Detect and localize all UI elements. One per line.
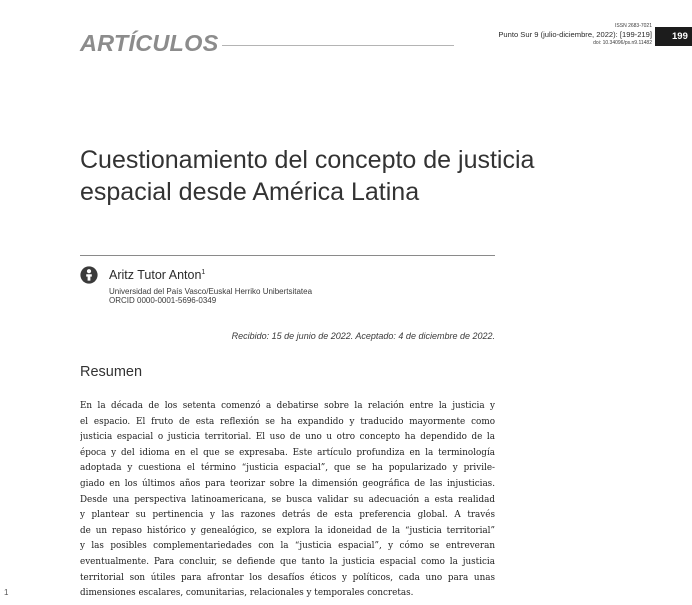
section-divider [222, 45, 454, 46]
journal-meta [498, 23, 652, 47]
author-orcid[interactable]: ORCID 0000-0001-5696-0349 [109, 296, 217, 305]
abstract-line: adoptada y cuestiona el término “justicia espacial”, que se ha popularizado y privile- [80, 463, 495, 474]
page-number: 199 [672, 31, 688, 42]
abstract-line: dimensiones escalares, comunitarias, relacionales y temporales concretas. [80, 588, 414, 599]
section-label: ARTÍCULOS [80, 30, 219, 56]
abstract-line: Desde una perspectiva latinoamericana, se busca validar su adecuación a esta realidad [80, 494, 495, 505]
abstract-line: y plantear su pertinencia y las razones detrás de esta preferencia global. A través [80, 510, 495, 521]
author-icon [80, 266, 98, 284]
author-affiliation: Universidad del País Vasco/Euskal Herriko Unibertsitatea [109, 287, 313, 296]
author-name-text: Aritz Tutor Anton [109, 268, 202, 282]
doi-link[interactable]: doi: 10.34096/ps.n9.11482 [593, 40, 652, 46]
article-title: Cuestionamiento del concepto de justicia espacial desde América Latina [80, 146, 535, 206]
abstract-line: de un repaso histórico y genealógico, se explora la idoneidad de la “justicia territorial” [80, 525, 495, 536]
abstract-line: y las posibles complementariedades con la “justicia espacial”, y cómo se entreveran [80, 541, 495, 552]
abstract-line: justicia espacial o justicia territorial. El uso de uno u otro concepto ha dependido de la [80, 432, 495, 443]
abstract-line: giado en los últimos años para teorizar sobre la dimensión geográfica de las injusticias. [80, 478, 495, 489]
abstract-line: eventualmente. Para concluir, se defiende que tanto la justicia espacial como la justicia [80, 556, 495, 567]
page-number-box [655, 27, 692, 46]
title-divider [80, 255, 495, 256]
submission-dates: Recibido: 15 de junio de 2022. Aceptado: 4 de diciembre de 2022. [231, 331, 495, 341]
abstract-body [80, 399, 495, 602]
issn: ISSN 2683-7021 [615, 23, 652, 29]
author-footnote-ref: 1 [201, 269, 206, 276]
abstract-line: En la década de los setenta comenzó a debatirse sobre la relación entre la justicia y [80, 401, 495, 411]
footnote-marker: 1 [4, 588, 9, 597]
author-name [109, 268, 205, 283]
abstract-line: el espacio. El fruto de esta reflexión se ha expandido y traducido mayormente como [80, 416, 495, 427]
abstract-line: territorial son útiles para afrontar los desafíos éticos y políticos, cada uno para unas [80, 572, 495, 583]
journal-citation: Punto Sur 9 (julio-diciembre, 2022): [199-219] [498, 30, 652, 39]
abstract-line: época y del idioma en el que se expresaba. Este artículo profundiza en la terminología [80, 447, 495, 458]
abstract-heading: Resumen [80, 364, 143, 380]
